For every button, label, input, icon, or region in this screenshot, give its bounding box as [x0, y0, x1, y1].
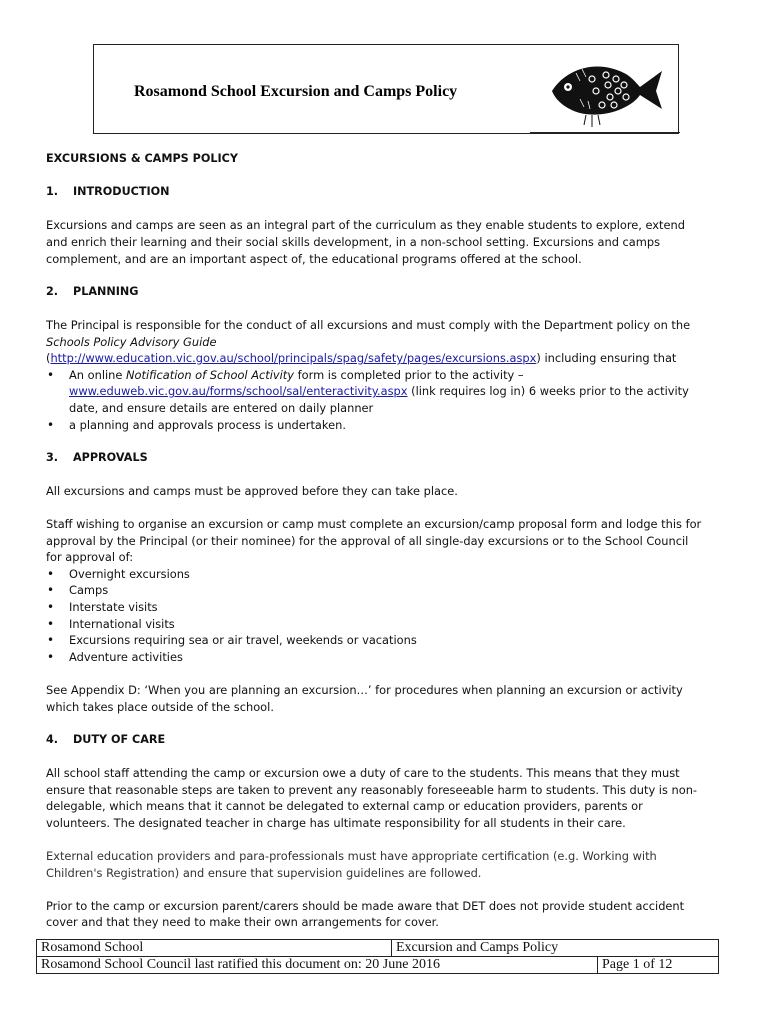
list-item: • Camps	[46, 582, 706, 599]
list-item: • Excursions requiring sea or air travel, weekends or vacations	[46, 632, 706, 649]
bracket-open: (	[46, 351, 51, 366]
section-number: 2.	[46, 284, 59, 298]
planning-text-end: ) including ensuring that	[536, 351, 677, 366]
approvals-paragraph-1: All excursions and camps must be approved before they can take place.	[46, 483, 458, 498]
duty-of-care-paragraph-2: External education providers and para-professionals must have appropriate certification (e.g. Working with Children's Registration) and ensure that supervision guidelines are followed.	[46, 848, 657, 880]
list-item: • Overnight excursions	[46, 566, 706, 583]
list-item-text: form is completed prior to the activity –	[294, 367, 524, 382]
list-item: • Adventure activities	[46, 649, 706, 666]
list-item-text: (link requires log in) 6 weeks prior to the activity date, and ensure details are entered on daily planner	[69, 384, 689, 415]
header-title: Rosamond School Excursion and Camps Policy	[134, 83, 458, 100]
duty-of-care-paragraph-3: Prior to the camp or excursion parent/carers should be made aware that DET does not provide student accident cover and that they need to make their own arrangements for cover.	[46, 898, 685, 930]
header-rule	[530, 132, 680, 133]
section-heading-introduction	[46, 184, 706, 201]
introduction-paragraph: Excursions and camps are seen as an integral part of the curriculum as they enable students to explore, extend and enrich their learning and their social skills development, in a non-school setting. Excursions and camps complement, and are an important aspect of, the educational programs offered at the school.	[46, 218, 685, 266]
planning-text: The Principal is responsible for the conduct of all excursions and must comply with the Department policy on the	[46, 317, 691, 332]
page-footer	[36, 939, 719, 974]
approvals-paragraph-2: Staff wishing to organise an excursion or camp must complete an excursion/camp proposal form and lodge this for approval by the Principal (or their nominee) for the approval of all single-day excursions or to the School Council for approval of:	[46, 517, 702, 565]
footer-ratified: Rosamond School Council last ratified this document on: 20 June 2016	[37, 957, 598, 974]
footer-page-number: Page 1 of 12	[598, 957, 719, 974]
section-heading-planning	[46, 284, 706, 301]
section-number: 1.	[46, 185, 59, 199]
list-item-text: An online	[69, 367, 126, 382]
list-item	[46, 367, 706, 417]
list-item: • Interstate visits	[46, 599, 706, 616]
appendix-reference: See Appendix D: ‘When you are planning an excursion…’ for procedures when planning an excursion or activity which takes place outside of the school.	[46, 683, 683, 714]
fish-logo-icon	[546, 51, 666, 129]
section-number: 4.	[46, 732, 59, 746]
section-number: 3.	[46, 450, 59, 464]
section-heading-duty-of-care	[46, 732, 706, 749]
document-body	[46, 151, 706, 931]
footer-school: Rosamond School	[37, 940, 392, 957]
main-heading: EXCURSIONS & CAMPS POLICY	[46, 152, 238, 165]
excursions-policy-link[interactable]: http://www.education.vic.gov.au/school/principals/spag/safety/pages/excursions.aspx	[50, 351, 537, 366]
section-heading-approvals	[46, 450, 706, 467]
duty-of-care-paragraph-1: All school staff attending the camp or excursion owe a duty of care to the students. This means that they must ensure that reasonable steps are taken to prevent any reasonably foreseeable harm to students. This duty is non-delegable, which means that it cannot be delegated to external camp or education providers, parents or volunteers. The designated teacher in charge has ultimate responsibility for all students in their care.	[46, 765, 698, 830]
policy-guide-title: Schools Policy Advisory Guide	[46, 334, 217, 349]
planning-list	[46, 367, 706, 433]
form-name: Notification of School Activity	[126, 367, 294, 382]
planning-paragraph	[46, 317, 706, 367]
section-title: PLANNING	[73, 284, 139, 298]
enter-activity-link[interactable]: www.eduweb.vic.gov.au/forms/school/sal/enteractivity.aspx	[69, 384, 408, 399]
footer-policy: Excursion and Camps Policy	[392, 940, 719, 957]
section-title: APPROVALS	[73, 450, 148, 464]
document-header	[93, 44, 679, 134]
section-title: DUTY OF CARE	[73, 732, 166, 746]
list-item: • a planning and approvals process is undertaken.	[46, 417, 706, 434]
section-title: INTRODUCTION	[73, 185, 170, 199]
approvals-list	[46, 566, 706, 666]
list-item: • International visits	[46, 616, 706, 633]
